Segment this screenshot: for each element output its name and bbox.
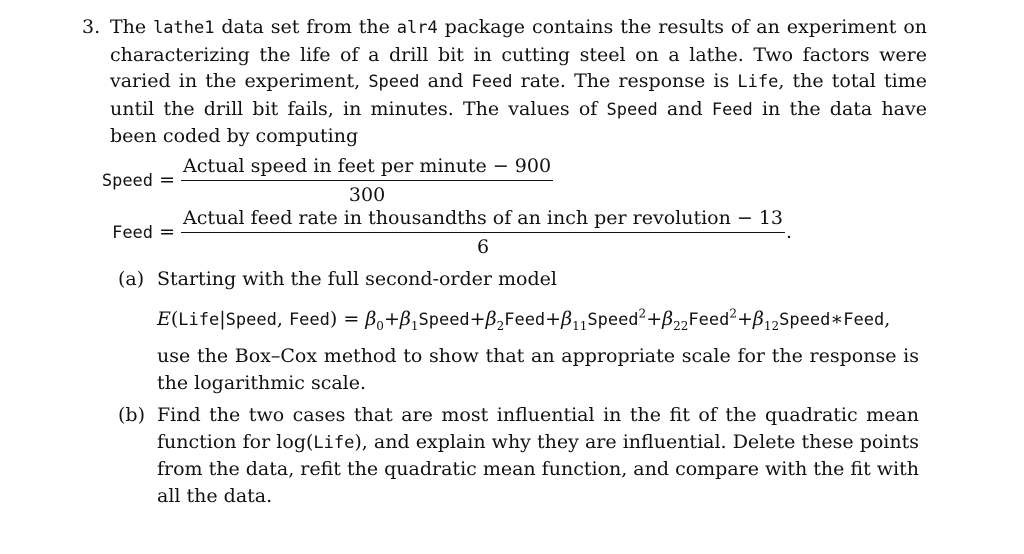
var-feed: Feed	[711, 99, 753, 120]
coding-equations	[88, 154, 888, 258]
part-b-label: (b)	[118, 404, 145, 426]
var-speed: Speed	[368, 72, 420, 92]
part-a-lead: Starting with the full second-order model	[157, 268, 557, 290]
part-a-label: (a)	[118, 268, 145, 290]
feed-denominator: 6	[476, 235, 490, 258]
var-life: Life	[313, 432, 355, 453]
feed-equation: Feed = Actual feed rate in thousandths of an inch per revolution − 13 6 .	[112, 206, 793, 258]
problem-3	[82, 14, 927, 150]
var-speed: Speed	[606, 99, 658, 120]
eq-lhs-speed: Speed	[101, 171, 154, 191]
problem-number: 3.	[82, 16, 101, 38]
speed-numerator: Actual speed in feet per minute − 900	[181, 155, 553, 181]
part-a	[118, 266, 938, 293]
dataset-name: lathe1	[153, 18, 215, 38]
package-name: alr4	[396, 18, 438, 38]
part-a-text	[157, 343, 919, 396]
speed-denominator: 300	[348, 183, 386, 206]
part-a-instruction: use the Box–Cox method to show that an appropriate scale for the response is the logarithmic scale.	[157, 345, 919, 394]
var-life: Life	[737, 72, 779, 92]
var-feed: Feed	[471, 72, 513, 92]
part-b	[118, 402, 919, 509]
speed-fraction	[181, 155, 553, 206]
speed-equation: Speed = $\frac{\text{Actual speed in feet per minute − 900}}{300}$	[101, 154, 552, 206]
eq-lhs-feed: Feed	[112, 223, 154, 243]
part-b-text: Find the two cases that are most influential in the fit of the quadratic mean function for log(Life), and explain why they are influential. Delete these points from the data, refit the quadratic mean function, and compare with the fit with all the data.	[157, 404, 919, 507]
feed-numerator: Actual feed rate in thousandths of an inch per revolution − 13	[181, 207, 785, 233]
feed-fraction	[181, 207, 785, 258]
model-equation: E(Life|Speed, Feed) = $\beta_0+\beta_1Speed+\beta_2Feed+\beta_{11}Speed^2+\beta_{22}Feed^2+\beta_{12}Speed∗Feed$,	[157, 306, 891, 333]
problem-intro: The lathe1 data set from the alr4 package contains the results of an experiment on characterizing the life of a drill bit in cutting steel on a lathe. Two factors were varied in the experiment, Speed and Feed rate. The response is Life, the total time until the drill bit fails, in minutes. The values of Speed and Feed in the data have been coded by computing	[110, 16, 927, 147]
